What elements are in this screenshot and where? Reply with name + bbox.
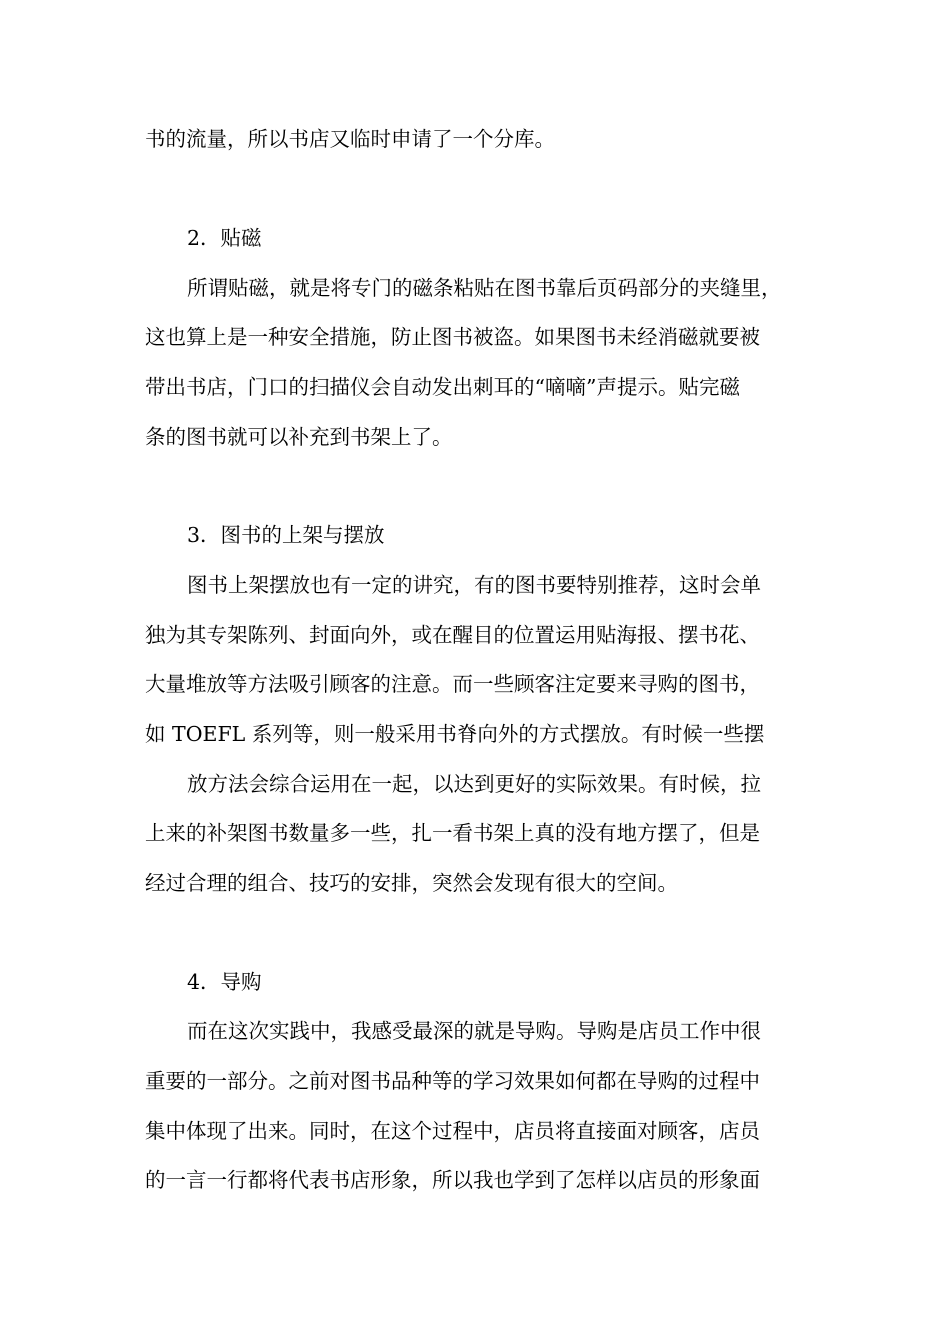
paragraph-line: 条的图书就可以补充到书架上了。 [145, 425, 453, 449]
paragraph-line: 图书上架摆放也有一定的讲究，有的图书要特别推荐，这时会单 [187, 573, 761, 597]
paragraph-line: 大量堆放等方法吸引顾客的注意。而一些顾客注定要来寻购的图书， [145, 672, 760, 696]
paragraph-line: 放方法会综合运用在一起，以达到更好的实际效果。有时候，拉 [187, 772, 761, 796]
paragraph-line: 重要的一部分。之前对图书品种等的学习效果如何都在导购的过程中 [145, 1069, 760, 1093]
paragraph-line: 的一言一行都将代表书店形象，所以我也学到了怎样以店员的形象面 [145, 1168, 760, 1192]
paragraph-line: 这也算上是一种安全措施，防止图书被盗。如果图书未经消磁就要被 [145, 325, 760, 349]
paragraph-line: 而在这次实践中，我感受最深的就是导购。导购是店员工作中很 [187, 1019, 761, 1043]
section-heading-4: 4．导购 [187, 970, 262, 994]
paragraph-line: 集中体现了出来。同时，在这个过程中，店员将直接面对顾客，店员 [145, 1119, 760, 1143]
paragraph-line: 经过合理的组合、技巧的安排，突然会发现有很大的空间。 [145, 871, 678, 895]
paragraph-line: 书的流量，所以书店又临时申请了一个分库。 [145, 127, 555, 151]
paragraph-line: 上来的补架图书数量多一些，扎一看书架上真的没有地方摆了，但是 [145, 821, 760, 845]
section-heading-3: 3．图书的上架与摆放 [187, 523, 385, 547]
paragraph-line: 所谓贴磁，就是将专门的磁条粘贴在图书靠后页码部分的夹缝里， [187, 276, 782, 300]
section-heading-2: 2．贴磁 [187, 226, 262, 250]
paragraph-line: 带出书店，门口的扫描仪会自动发出刺耳的“嘀嘀”声提示。贴完磁 [145, 375, 740, 399]
paragraph-line: 独为其专架陈列、封面向外，或在醒目的位置运用贴海报、摆书花、 [145, 623, 760, 647]
paragraph-line: 如 TOEFL 系列等，则一般采用书脊向外的方式摆放。有时候一些摆 [145, 722, 765, 746]
